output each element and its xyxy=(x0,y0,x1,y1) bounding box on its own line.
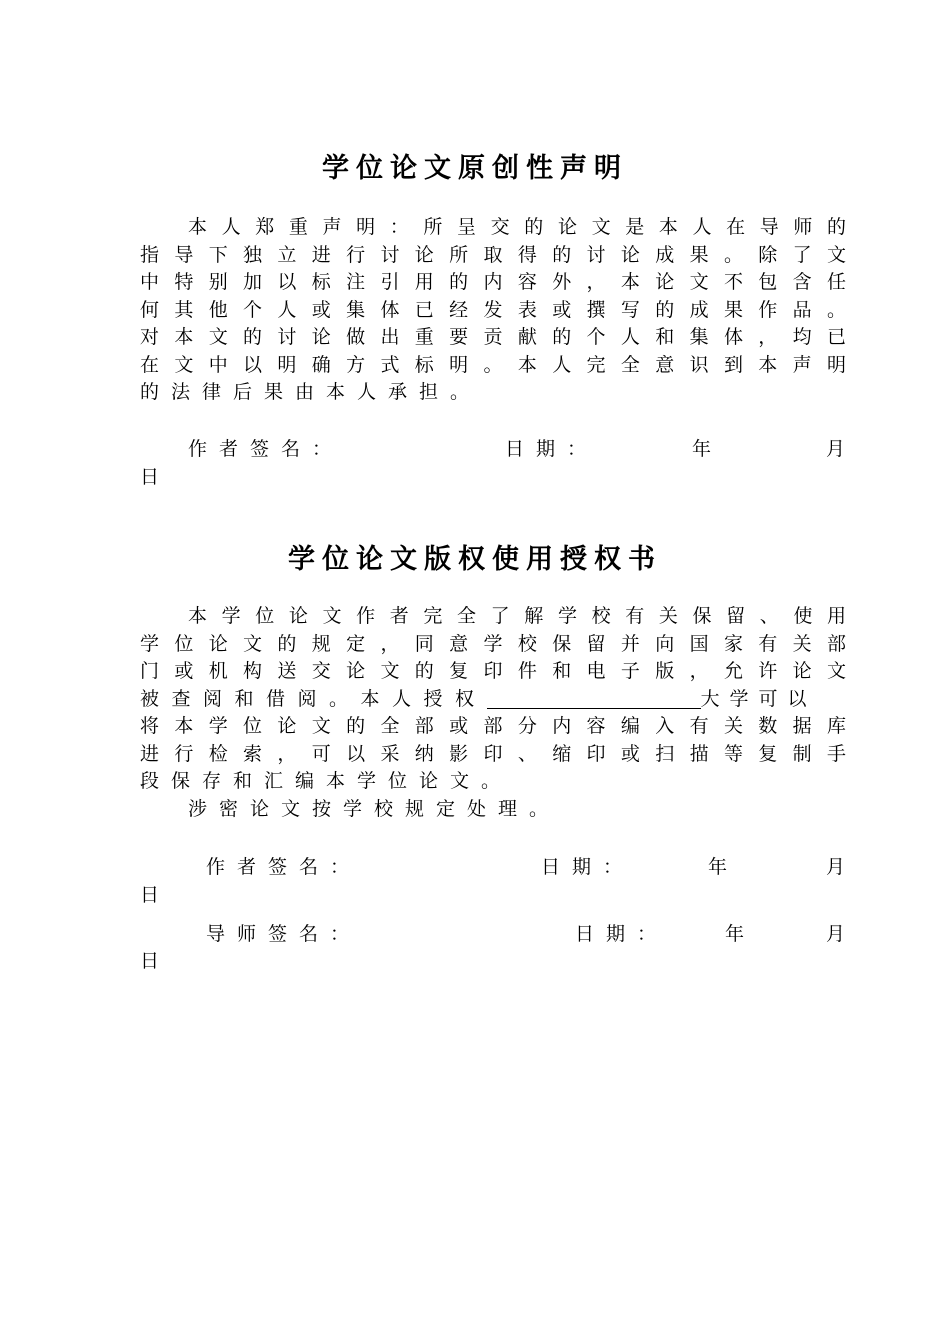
authorization-line: 门或机构送交论文的复印件和电子版，允许论文 xyxy=(140,660,846,682)
date-label: 日期： xyxy=(541,856,635,878)
year-label: 年 xyxy=(708,856,740,878)
declaration-line: 对本文的讨论做出重要贡献的个人和集体，均已 xyxy=(140,326,846,348)
month-label: 月 xyxy=(826,923,846,945)
declaration-signature-row xyxy=(140,434,846,461)
advisor-signature-label: 导师签名： xyxy=(206,923,362,945)
university-name-blank xyxy=(487,688,701,709)
year-label: 年 xyxy=(692,438,724,460)
year-label: 年 xyxy=(725,923,757,945)
advisor-signature-row xyxy=(140,919,846,946)
day-label: 日 xyxy=(140,950,160,972)
authorization-line: 本学位论文作者完全了解学校有关保留、使用 xyxy=(188,605,846,627)
authorization-line-suffix: 大学可以 xyxy=(700,687,817,710)
author-signature-label: 作者签名： xyxy=(188,438,344,460)
authorization-author-signature-row xyxy=(140,852,846,879)
declaration-line: 在文中以明确方式标明。本人完全意识到本声明 xyxy=(140,353,846,376)
day-label: 日 xyxy=(140,466,160,488)
authorization-line: 学位论文的规定，同意学校保留并向国家有关部 xyxy=(140,632,846,655)
declaration-line: 中特别加以标注引用的内容外，本论文不包含任 xyxy=(140,271,846,293)
declaration-line: 本人郑重声明：所呈交的论文是本人在导师的 xyxy=(188,216,846,238)
secret-note: 涉密论文按学校规定处理。 xyxy=(188,797,561,820)
authorization-body xyxy=(140,603,846,823)
declaration-line: 指导下独立进行讨论所取得的讨论成果。除了文 xyxy=(140,243,846,266)
authorization-line: 进行检索，可以采纳影印、缩印或扫描等复制手 xyxy=(140,742,846,765)
author-signature-label: 作者签名： xyxy=(206,856,362,878)
declaration-line: 的法律后果由本人承担。 xyxy=(140,381,482,403)
authorization-title: 学位论文版权使用授权书 xyxy=(288,544,662,575)
declaration-body xyxy=(140,214,846,407)
month-label: 月 xyxy=(826,438,846,460)
month-label: 月 xyxy=(826,856,846,878)
date-label: 日期： xyxy=(575,923,669,945)
day-label: 日 xyxy=(140,884,160,906)
date-label: 日期： xyxy=(505,438,599,460)
authorization-line: 段保存和汇编本学位论文。 xyxy=(140,770,513,792)
declaration-line: 何其他个人或集体已经发表或撰写的成果作品。 xyxy=(140,298,846,321)
declaration-title: 学位论文原创性声明 xyxy=(322,153,628,184)
authorization-line xyxy=(140,686,846,714)
authorization-line-prefix: 被查阅和借阅。本人授权 xyxy=(140,687,487,710)
authorization-line: 将本学位论文的全部或部分内容编入有关数据库 xyxy=(140,715,846,737)
